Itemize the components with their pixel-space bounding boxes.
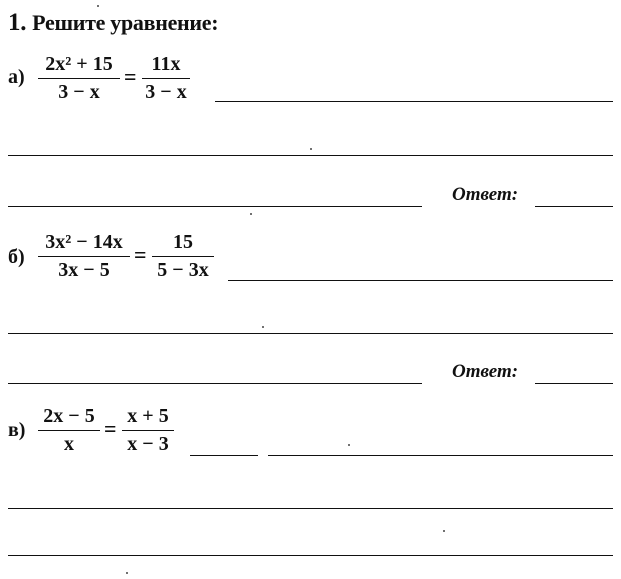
- fraction-b-left-denominator: 3x − 5: [58, 259, 110, 281]
- answer-line-c-1b[interactable]: [268, 455, 613, 456]
- equals-sign-c: =: [104, 416, 117, 441]
- answer-line-b-2[interactable]: [8, 333, 613, 334]
- answer-field-a[interactable]: [535, 206, 613, 207]
- fraction-b-right-denominator: 5 − 3x: [157, 259, 209, 281]
- fraction-a-left: [38, 52, 120, 104]
- task-title: [8, 9, 218, 37]
- fraction-c-left: [38, 404, 100, 456]
- fraction-a-left-numerator: 2x² + 15: [45, 53, 113, 75]
- answer-label-a: Ответ:: [452, 184, 519, 205]
- fraction-bar: [122, 430, 174, 431]
- item-label-c: в): [8, 419, 26, 441]
- fraction-a-right-numerator: 11x: [151, 53, 181, 75]
- fraction-c-left-numerator: 2x − 5: [43, 405, 95, 427]
- fraction-b-left-numerator: 3x² − 14x: [45, 231, 123, 253]
- scan-speck: [310, 148, 312, 150]
- scan-speck: [97, 5, 99, 7]
- answer-label-b: Ответ:: [452, 361, 519, 382]
- answer-line-a-2[interactable]: [8, 155, 613, 156]
- answer-line-c-1a[interactable]: [190, 455, 258, 456]
- equals-sign-b: =: [134, 242, 147, 267]
- scan-speck: [250, 213, 252, 215]
- scan-speck: [348, 444, 350, 446]
- fraction-a-left-denominator: 3 − x: [58, 81, 100, 103]
- task-number: 1.: [8, 9, 27, 36]
- fraction-bar: [152, 256, 214, 257]
- fraction-c-left-denominator: x: [64, 433, 74, 455]
- fraction-a-right-denominator: 3 − x: [145, 81, 187, 103]
- fraction-b-right: [152, 230, 214, 282]
- answer-line-c-2[interactable]: [8, 508, 613, 509]
- fraction-b-left: [38, 230, 130, 282]
- scan-speck: [126, 572, 128, 574]
- equals-sign-a: =: [124, 64, 137, 89]
- fraction-b-right-numerator: 15: [173, 231, 193, 253]
- fraction-c-right: [122, 404, 174, 456]
- answer-line-c-3[interactable]: [8, 555, 613, 556]
- item-label-a: а): [8, 66, 25, 88]
- fraction-a-right: [142, 52, 190, 104]
- fraction-c-right-numerator: x + 5: [127, 405, 169, 427]
- scan-speck: [262, 326, 264, 328]
- answer-line-a-1[interactable]: [215, 101, 613, 102]
- scan-speck: [443, 530, 445, 532]
- answer-line-b-1[interactable]: [228, 280, 613, 281]
- answer-line-b-3[interactable]: [8, 383, 422, 384]
- answer-field-b[interactable]: [535, 383, 613, 384]
- fraction-bar: [142, 78, 190, 79]
- fraction-bar: [38, 78, 120, 79]
- fraction-bar: [38, 430, 100, 431]
- item-label-b: б): [8, 246, 25, 268]
- answer-line-a-3[interactable]: [8, 206, 422, 207]
- fraction-c-right-denominator: x − 3: [127, 433, 169, 455]
- fraction-bar: [38, 256, 130, 257]
- task-instruction: Решите уравнение:: [32, 10, 219, 35]
